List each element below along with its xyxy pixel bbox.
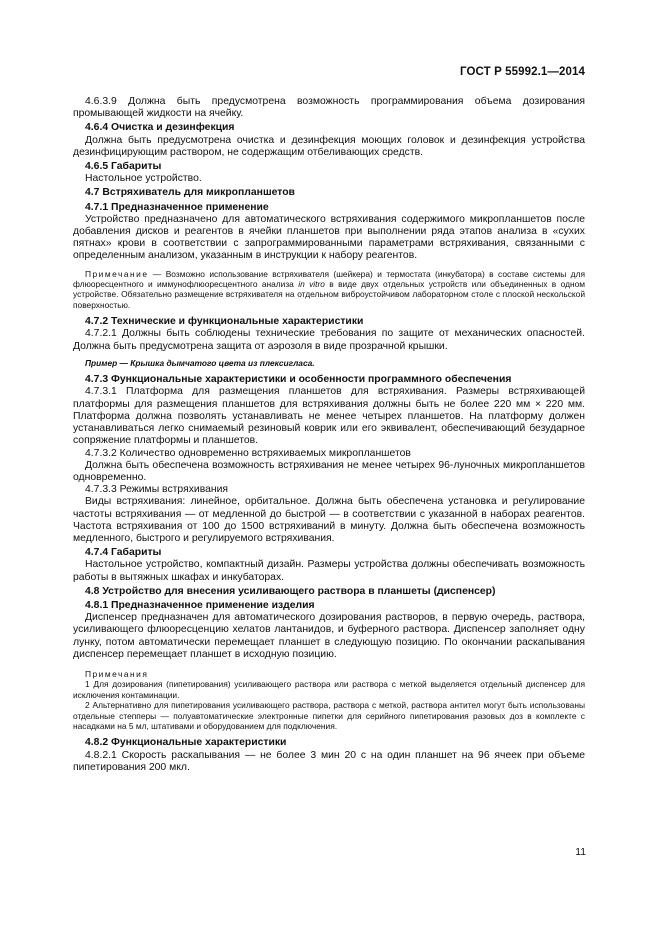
note-italic: in vitro bbox=[298, 279, 325, 290]
note-1: 1 Для дозирования (пипетирования) усиливающего раствора или раствора с меткой выделяется отдельный диспенсер для исключения контаминации. bbox=[73, 679, 585, 700]
standard-header: ГОСТ Р 55992.1—2014 bbox=[460, 66, 585, 78]
note-label: Примечание bbox=[85, 268, 149, 279]
clause-4-6-4-text: Должна быть предусмотрена очистка и дезинфекция моющих головок и дезинфекция устройства дезинфицирующим раствором, не содержащим отбеливающих средств. bbox=[73, 134, 585, 158]
note-text-end: в виде двух отдельных устройств или объединенных в одном устройстве. Обязательно размещение встряхивателя на отдельном виброустойчивом лабораторном столе с плоской нескольской поверхностью. bbox=[73, 279, 585, 310]
notes-label-text: Примечания bbox=[85, 668, 149, 679]
note-4-7-1 bbox=[73, 269, 585, 311]
clause-4-7-3-2: 4.7.3.2 Количество одновременно встряхиваемых микропланшетов bbox=[85, 447, 411, 459]
document-body bbox=[73, 96, 585, 774]
page-number: 11 bbox=[575, 847, 586, 858]
clause-4-7-3-3: 4.7.3.3 Режимы встряхивания bbox=[85, 484, 229, 496]
heading-4-7-1: 4.7.1 Предназначенное применение bbox=[85, 201, 269, 213]
heading-4-8-2: 4.8.2 Функциональные характеристики bbox=[85, 737, 287, 749]
heading-4-8-1: 4.8.1 Предназначенное применение изделия bbox=[85, 599, 315, 611]
example-4-7-2-1: Пример — Крышка дымчатого цвета из плексигласа. bbox=[85, 357, 315, 368]
note-2: 2 Альтернативно для пипетирования усиливающего раствора, раствора с меткой, раствора антител могут быть использованы отдельные степперы — полуавтоматические электронные пипетки для серийного пипетирования разовых доз в комплекте с насадками на 5 мл, штативами и оборудованием для подключения. bbox=[73, 700, 585, 731]
clause-4-7-2-1: 4.7.2.1 Должны быть соблюдены технические требования по защите от механических опасностей. Должна быть предусмотрена защита от аэрозоля в виде прозрачной крышки. bbox=[73, 328, 585, 352]
heading-4-7-2: 4.7.2 Технические и функциональные характеристики bbox=[85, 316, 364, 328]
heading-4-7-3: 4.7.3 Функциональные характеристики и особенности программного обеспечения bbox=[85, 374, 512, 386]
clause-4-7-3-1: 4.7.3.1 Платформа для размещения планшетов для встряхивания. Размеры встряхивающей платформы для размещения планшетов для встряхивания должны быть не более 220 мм × 220 мм. Платформа должна позволять устанавливать не менее четырех планшетов. На платформу должен устанавливаться легко снимаемый резиновый коврик или его эквивалент, обеспечивающий безударное сопряжение платформы и планшетов. bbox=[73, 386, 585, 447]
heading-4-7: 4.7 Встряхиватель для микропланшетов bbox=[85, 187, 295, 199]
clause-4-7-1-text: Устройство предназначено для автоматического встряхивания содержимого микропланшетов после добавления дисков и реагентов в ячейки планшетов при выполнении ряда этапов анализа в «сухих пятнах» крови в соответствии с запрограммированными параметрами встряхивания, связанными с определенным анализом, указанным в инструкции к набору реагентов. bbox=[73, 213, 585, 262]
note-text: — Возможно использование встряхивателя (шейкера) и термостата (инкубатора) в составе системы для флюоресцентного и иммунофлюоресцентного анализа bbox=[73, 268, 585, 290]
clause-4-6-3-9: 4.6.3.9 Должна быть предусмотрена возможность программирования объема дозирования промывающей жидкости на ячейку. bbox=[73, 96, 585, 120]
clause-4-6-5-text: Настольное устройство. bbox=[85, 173, 202, 185]
clause-4-7-4-text: Настольное устройство, компактный дизайн. Размеры устройства должны обеспечивать возможность работы в вытяжных шкафах и инкубаторах. bbox=[73, 559, 585, 583]
heading-4-6-5: 4.6.5 Габариты bbox=[85, 161, 162, 173]
clause-4-8-1-text: Диспенсер предназначен для автоматического дозирования растворов, в первую очередь, раствора, усиливающего флюоресценцию хелатов лантанидов, и буферного раствора. Диспенсер заполняет одну лунку, потом автоматически перемещает планшет в следующую позицию. По окончании раскапывания диспенсер перемещает планшет в исходную позицию. bbox=[73, 612, 585, 660]
heading-4-6-4: 4.6.4 Очистка и дезинфекция bbox=[85, 122, 235, 134]
heading-4-8: 4.8 Устройство для внесения усиливающего раствора в планшеты (диспенсер) bbox=[85, 585, 496, 597]
notes-label bbox=[73, 669, 585, 679]
clause-4-7-3-3-text: Виды встряхивания: линейное, орбитальное. Должна быть обеспечена установка и регулирование частоты встряхивания — от медленной до быстрой — в соответствии с указанной в наборах реагентов. Частота встряхивания от 100 до 1500 встряхиваний в минуту. Должна быть обеспечена возможность медленного, быстрого и регулируемого встряхивания. bbox=[73, 496, 585, 544]
clause-4-8-2-1: 4.8.2.1 Скорость раскапывания — не более 3 мин 20 с на один планшет на 96 ячеек при объеме пипетирования 200 мкл. bbox=[73, 749, 585, 773]
clause-4-7-3-2-text: Должна быть обеспечена возможность встряхивания не менее четырех 96-луночных микропланшетов одновременно. bbox=[73, 459, 585, 483]
heading-4-7-4: 4.7.4 Габариты bbox=[85, 547, 162, 559]
